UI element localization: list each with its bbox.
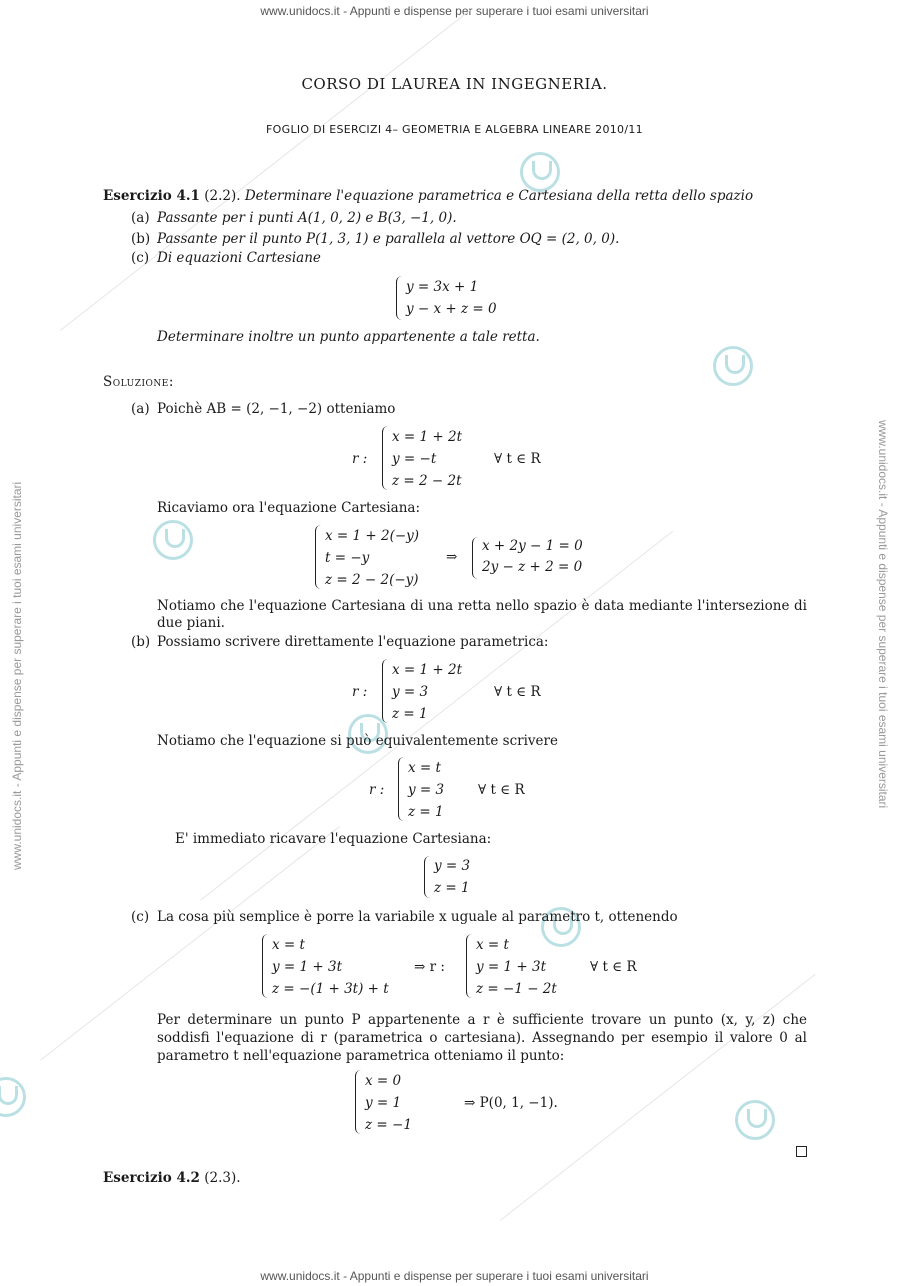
solution-b-cartesian-intro: E' immediato ricavare l'equazione Cartesiana: [175,831,492,847]
system-row: z = 1 [408,804,444,820]
system-row: y = 1 [365,1095,402,1111]
brace [382,659,389,723]
solution-a-cartesian-intro: Ricaviamo ora l'equazione Cartesiana: [157,500,420,516]
system-row: y − x + z = 0 [406,301,497,317]
solution-a-right-system [472,537,592,579]
solution-c-left-system [262,934,392,998]
watermark-bottom: www.unidocs.it - Appunti e dispense per superare i tuoi esami universitari [260,1269,649,1283]
solution-b-parametric-system [382,659,482,723]
exercise-1-item-b: Passante per il punto P(1, 3, 1) e parallela al vettore OQ = (2, 0, 0). [157,231,620,247]
system-row: z = 1 [434,880,470,896]
unidocs-logo-icon [153,520,193,560]
brace [396,276,403,320]
page-subtitle: FOGLIO DI ESERCIZI 4– GEOMETRIA E ALGEBRA LINEARE 2010/11 [266,123,643,136]
system-row: x = 1 + 2(−y) [325,528,420,544]
watermark-right: www.unidocs.it - Appunti e dispense per superare i tuoi esami universitari [876,420,890,809]
solution-c-paragraph: Per determinare un punto P appartenente a r è sufficiente trovare un punto (x, y, z) che soddisfi l'equazione di r (parametrica o cartesiana). Assegnando per esempio il valore 0 al parametro t nell'equazione parametrica otteniamo il punto: [157,1012,807,1064]
exercise-1-item-c: Di equazioni Cartesiane [157,250,321,266]
solution-c-label: (c) [131,909,150,925]
system-row: y = 3 [392,684,429,700]
system-row: z = 1 [392,706,428,722]
qed-square-icon [796,1146,807,1157]
system-row: z = −(1 + 3t) + t [272,981,389,997]
exercise-1-item-a-label: (a) [131,210,150,226]
solution-a-intro: Poichè AB = (2, −1, −2) otteniamo [157,401,396,417]
system-row: x = t [476,937,509,953]
page-title: CORSO DI LAUREA IN INGEGNERIA. [301,75,608,93]
solution-a-label: (a) [131,401,150,417]
exercise-1-statement: Determinare l'equazione parametrica e Cartesiana della retta dello spazio [244,188,754,204]
unidocs-logo-icon [713,346,753,386]
brace [315,525,322,589]
system-row: y = 1 + 3t [476,959,547,975]
system-row: x = 0 [365,1073,402,1089]
exercise-2-heading: Esercizio 4.2 [103,1170,200,1186]
system-row: z = −1 [365,1117,412,1133]
system-row: z = 2 − 2t [392,473,462,489]
solution-b-parametric-system-2 [398,757,468,821]
brace [398,757,405,821]
system-row: x = t [272,937,305,953]
exercise-1-cartesian-system [396,276,516,320]
solution-c-intro: La cosa più semplice è porre la variabile x uguale al parametro t, ottenendo [157,909,678,925]
solution-c-forall: ∀ t ∈ R [590,959,637,975]
brace [262,934,269,998]
solution-c-right-system [466,934,576,998]
system-row: x + 2y − 1 = 0 [482,538,583,554]
system-row: x = t [408,760,441,776]
solution-a-parametric-system [382,426,482,490]
solution-b-note: Notiamo che l'equazione si può equivalentemente scrivere [157,733,558,749]
system-row: 2y − z + 2 = 0 [482,559,583,575]
solution-a-r-label: r : [352,451,368,467]
system-row: x = 1 + 2t [392,662,463,678]
brace [355,1070,362,1134]
solution-heading: Soluzione: [103,374,174,390]
unidocs-logo-icon [520,152,560,192]
solution-c-point-system [355,1070,425,1134]
brace [382,426,389,490]
implies-arrow: ⇒ [446,549,458,565]
solution-b-forall-2: ∀ t ∈ R [478,782,525,798]
solution-b-cartesian-system [424,856,494,898]
brace [472,537,479,579]
solution-b-r-label: r : [352,684,368,700]
solution-b-label: (b) [131,634,151,650]
exercise-2-header [103,1170,241,1186]
exercise-2-ref: (2.3). [204,1170,241,1186]
exercise-1-header [103,188,753,204]
unidocs-logo-icon [0,1077,26,1117]
exercise-1-item-b-label: (b) [131,231,151,247]
solution-b-forall: ∀ t ∈ R [494,684,541,700]
exercise-1-item-a: Passante per i punti A(1, 0, 2) e B(3, −1, 0). [157,210,457,226]
watermark-top: www.unidocs.it - Appunti e dispense per superare i tuoi esami universitari [260,4,649,18]
solution-b-r-label-2: r : [369,782,385,798]
solution-c-point: ⇒ P(0, 1, −1). [464,1095,558,1111]
solution-b-intro: Possiamo scrivere direttamente l'equazione parametrica: [157,634,549,650]
unidocs-logo-icon [735,1100,775,1140]
exercise-1-item-c-label: (c) [131,250,150,266]
system-row: y = −t [392,451,437,467]
system-row: z = −1 − 2t [476,981,557,997]
implies-arrow-r: ⇒ r : [414,959,445,975]
exercise-1-heading: Esercizio 4.1 [103,188,200,204]
brace [466,934,473,998]
solution-a-left-system [315,525,435,589]
system-row: y = 1 + 3t [272,959,343,975]
system-row: y = 3 [434,858,471,874]
brace [424,856,431,898]
system-row: y = 3 [408,782,445,798]
watermark-left: www.unidocs.it - Appunti e dispense per superare i tuoi esami universitari [10,481,24,870]
exercise-1-ref: (2.2). [204,188,241,204]
system-row: y = 3x + 1 [406,279,479,295]
solution-a-note: Notiamo che l'equazione Cartesiana di una retta nello spazio è data mediante l'intersezione di due piani. [157,598,807,631]
exercise-1-note: Determinare inoltre un punto appartenente a tale retta. [157,329,540,345]
solution-a-forall: ∀ t ∈ R [494,451,541,467]
system-row: z = 2 − 2(−y) [325,572,419,588]
system-row: t = −y [325,550,370,566]
system-row: x = 1 + 2t [392,429,463,445]
